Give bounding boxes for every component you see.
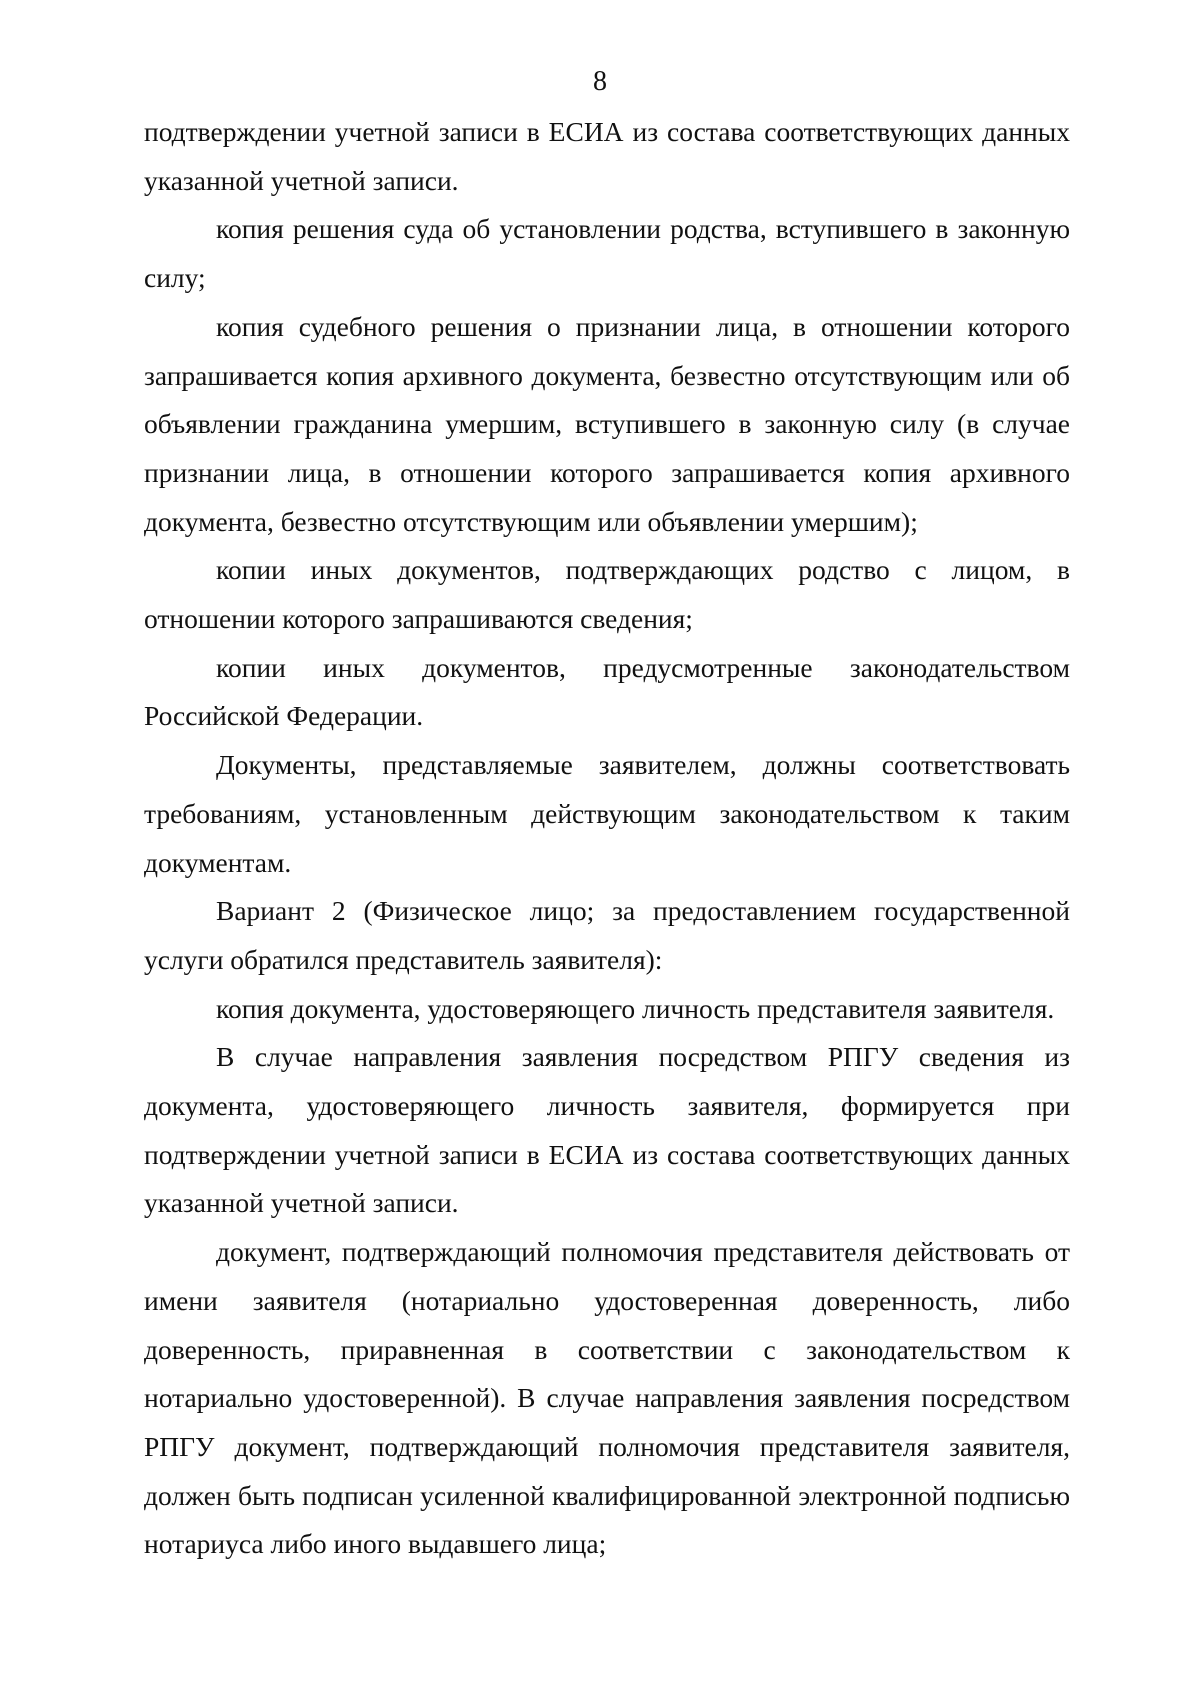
paragraph: копия судебного решения о признании лица, в отношении которого запрашивается копия архивного документа, безвестно отсутствующим или об объявлении гражданина умершим, вступившего в законную силу (в случае признании лица, в отношении которого запрашивается копия архивного документа, безвестно отсутствующим или объявлении умершим); [144, 310, 1070, 537]
document-body [144, 108, 1070, 1569]
paragraph: копия документа, удостоверяющего личность представителя заявителя. [216, 992, 1055, 1024]
paragraph: копии иных документов, предусмотренные законодательством Российской Федерации. [144, 651, 1070, 732]
paragraph: подтверждении учетной записи в ЕСИА из состава соответствующих данных указанной учетной записи. [144, 116, 1070, 196]
paragraph: Вариант 2 (Физическое лицо; за предоставлением государственной услуги обратился представитель заявителя): [144, 895, 1070, 975]
paragraph: В случае направления заявления посредством РПГУ сведения из документа, удостоверяющего личность заявителя, формируется при подтверждении учетной записи в ЕСИА из состава соответствующих данных указанной учетной записи. [144, 1041, 1070, 1219]
page-number: 8 [593, 66, 607, 97]
paragraph: копии иных документов, подтверждающих родство с лицом, в отношении которого запрашиваются сведения; [144, 554, 1070, 635]
paragraph: документ, подтверждающий полномочия представителя действовать от имени заявителя (нотариально удостоверенная доверенность, либо доверенность, приравненная в соответствии с законодательством к нотариально удостоверенной). В случае направления заявления посредством РПГУ документ, подтверждающий полномочия представителя заявителя, должен быть подписан усиленной квалифицированной электронной подписью нотариуса либо иного выдавшего лица; [144, 1236, 1070, 1560]
paragraph: Документы, представляемые заявителем, должны соответствовать требованиям, установленным действующим законодательством к таким документам. [144, 749, 1070, 878]
paragraph: копия решения суда об установлении родства, вступившего в законную силу; [144, 213, 1070, 294]
